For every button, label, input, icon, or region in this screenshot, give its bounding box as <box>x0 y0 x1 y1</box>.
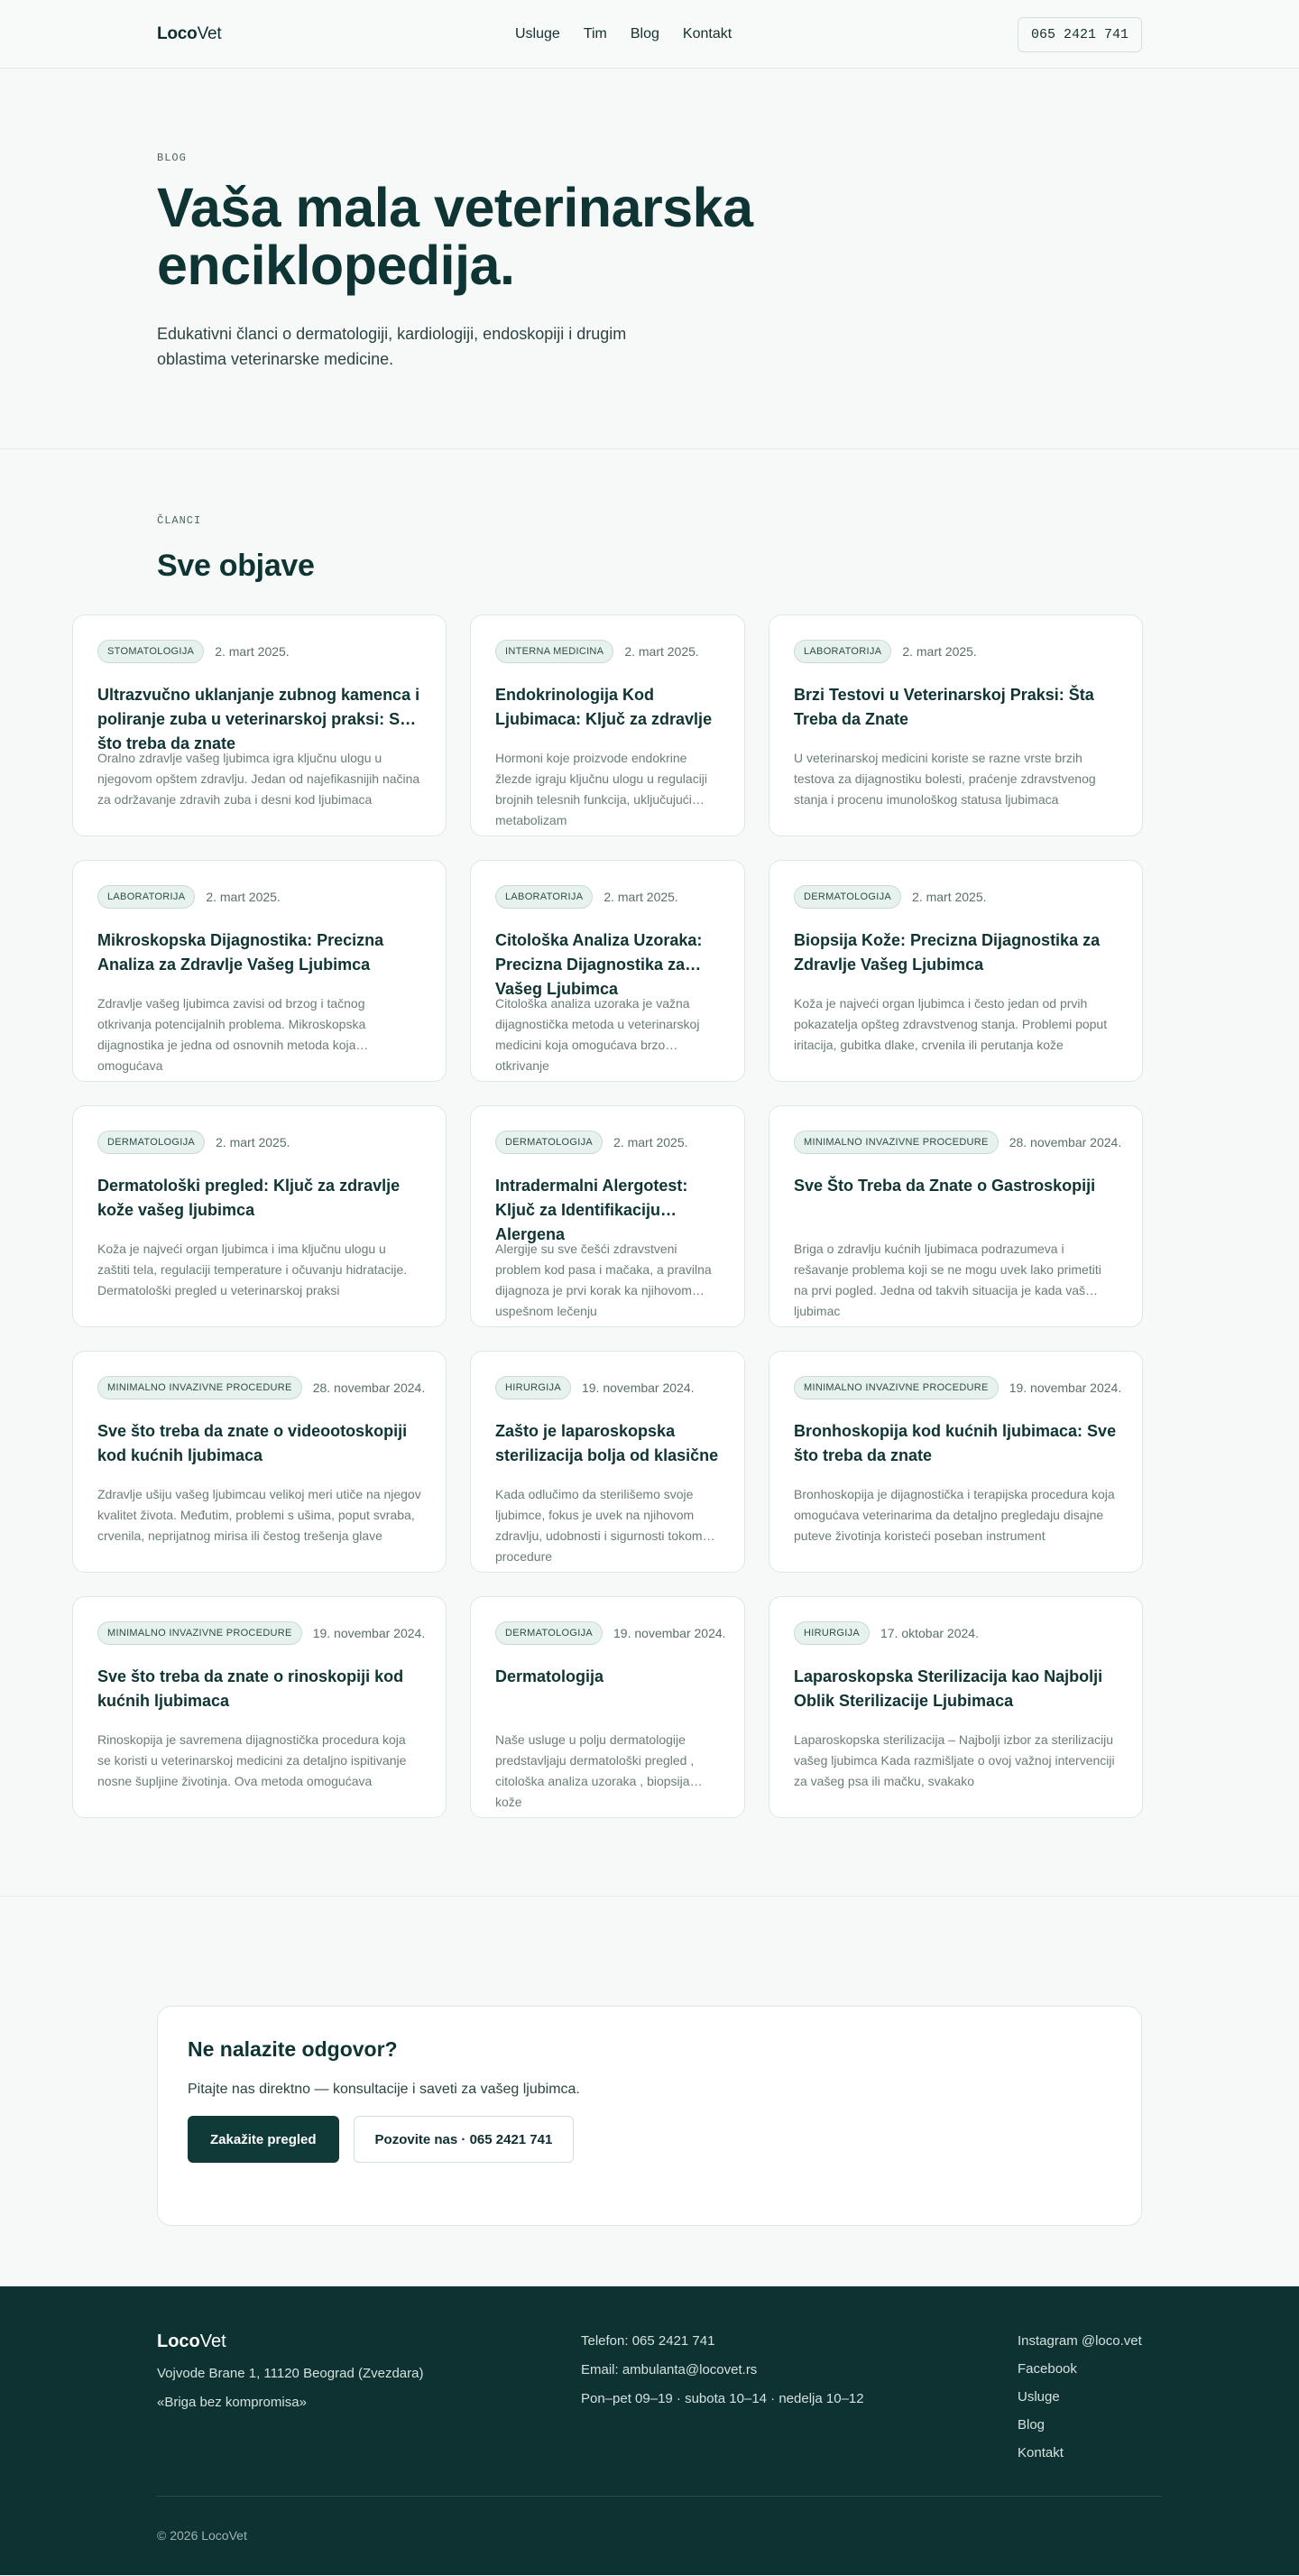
article-meta <box>97 1621 426 1645</box>
page-title: Vaša mala veterinarska enciklopedija. <box>157 177 753 296</box>
article-meta <box>794 640 1118 663</box>
footer-logo-regular: Vet <box>199 2331 226 2351</box>
article-title[interactable]: Intradermalni Alergotest: Ključ za Identifikaciju Alergena <box>495 1177 688 1243</box>
article-title[interactable]: Ultrazvučno uklanjanje zubnog kamenca i poliranje zuba u veterinarskoj praksi: Sve što treba da znate <box>97 686 420 752</box>
nav-link-blog[interactable]: Blog <box>630 26 659 42</box>
article-title[interactable]: Endokrinologija Kod Ljubimaca: Ključ za zdravlje <box>495 686 713 728</box>
article-date: 2. mart 2025. <box>624 644 699 659</box>
article-title[interactable]: Sve Što Treba da Znate o Gastroskopiji <box>794 1177 1096 1195</box>
article-excerpt: Briga o zdravlju kućnih ljubimaca podrazumeva i rešavanje problema koji se ne mogu uvek lako primetiti na prvi pogled. Jedna od takvih situacija je kada vaš ljubimac <box>794 1242 1101 1318</box>
article-title[interactable]: Dermatološki pregled: Ključ za zdravlje kože vašeg ljubimca <box>97 1177 401 1219</box>
footer-hours: Pon–pet 09–19 · subota 10–14 · nedelja 10–12 <box>581 2391 864 2406</box>
article-excerpt: Koža je najveći organ ljubimca i ima ključnu ulogu u zaštiti tela, regulaciji temperature i očuvanju hidratacije. Dermatološki pregled u veterinarskoj praksi <box>97 1242 408 1297</box>
article-title[interactable]: Dermatologija <box>495 1667 604 1685</box>
book-appointment-button[interactable]: Zakažite pregled <box>188 2116 339 2163</box>
footer-brand <box>157 2331 423 2417</box>
cta-title: Ne nalazite odgovor? <box>188 2037 398 2061</box>
article-title[interactable]: Biopsija Kože: Precizna Dijagnostika za Zdravlje Vašeg Ljubimca <box>794 931 1101 974</box>
footer-link-kontakt[interactable]: Kontakt <box>1018 2445 1064 2461</box>
nav-links <box>515 0 732 69</box>
articles-section <box>0 449 1299 1897</box>
article-meta <box>495 640 720 663</box>
articles-title: Sve objave <box>157 549 315 583</box>
article-meta <box>794 1131 1122 1154</box>
article-excerpt: Citološka analiza uzoraka je važna dijagnostička metoda u veterinarskoj medicini koja omogućava brzo otkrivanje <box>495 996 700 1073</box>
article-title[interactable]: Sve što treba da znate o rinoskopiji kod kućnih ljubimaca <box>97 1667 404 1710</box>
logo-bold: Loco <box>157 24 198 43</box>
article-card[interactable] <box>769 1351 1143 1573</box>
footer-logo[interactable] <box>157 2331 423 2352</box>
article-date: 2. mart 2025. <box>215 644 290 659</box>
article-card[interactable] <box>470 860 745 1082</box>
nav-link-usluge[interactable]: Usluge <box>515 26 560 42</box>
article-excerpt: Hormoni koje proizvode endokrine žlezde igraju ključnu ulogu u regulaciji brojnih telesnih funkcija, uključujući metabolizam <box>495 751 708 827</box>
article-meta <box>97 1376 426 1399</box>
hero-section <box>0 69 1299 449</box>
article-title[interactable]: Laparoskopska Sterilizacija kao Najbolji Oblik Sterilizacije Ljubimaca <box>794 1667 1103 1710</box>
article-title[interactable]: Sve što treba da znate o videootoskopiji kod kućnih ljubimaca <box>97 1422 408 1464</box>
article-card[interactable] <box>72 860 447 1082</box>
article-meta <box>495 1131 720 1154</box>
article-date: 2. mart 2025. <box>902 644 977 659</box>
category-tag[interactable]: DERMATOLOGIJA <box>495 1131 603 1154</box>
footer-copyright: © 2026 LocoVet <box>157 2528 247 2543</box>
footer-motto: «Briga bez kompromisa» <box>157 2395 307 2410</box>
article-meta <box>495 885 720 909</box>
category-tag[interactable]: MINIMALNO INVAZIVNE PROCEDURE <box>794 1131 999 1154</box>
article-meta <box>794 885 1118 909</box>
article-title[interactable]: Mikroskopska Dijagnostika: Precizna Analiza za Zdravlje Vašeg Ljubimca <box>97 931 384 974</box>
article-excerpt: Alergije su sve češći zdravstveni problem kod pasa i mačaka, a pravilna dijagnoza je prvi korak ka njihovom uspešnom lečenju <box>495 1242 712 1318</box>
article-meta <box>794 1621 1118 1645</box>
category-tag[interactable]: STOMATOLOGIJA <box>97 640 204 663</box>
footer-logo-bold: Loco <box>157 2331 200 2351</box>
article-date: 19. novembar 2024. <box>613 1626 726 1640</box>
article-date: 2. mart 2025. <box>603 890 678 904</box>
hero-eyebrow: BLOG <box>157 152 187 164</box>
footer-link-usluge[interactable]: Usluge <box>1018 2389 1060 2405</box>
articles-eyebrow: ČLANCI <box>157 514 202 527</box>
category-tag[interactable]: INTERNA MEDICINA <box>495 640 613 663</box>
category-tag[interactable]: MINIMALNO INVAZIVNE PROCEDURE <box>97 1376 302 1399</box>
article-card[interactable] <box>470 1105 745 1327</box>
category-tag[interactable]: DERMATOLOGIJA <box>794 885 901 909</box>
article-title[interactable]: Bronhoskopija kod kućnih ljubimaca: Sve što treba da znate <box>794 1422 1117 1464</box>
article-card[interactable] <box>72 1105 447 1327</box>
article-card[interactable] <box>72 1596 447 1818</box>
article-excerpt: Laparoskopska sterilizacija – Najbolji izbor za sterilizaciju vašeg ljubimca Kada razmišljate o ovoj važnoj intervenciji za vašeg psa ili mačku, svakako <box>794 1732 1115 1788</box>
article-card[interactable] <box>769 1596 1143 1818</box>
footer-email[interactable]: Email: ambulanta@locovet.rs <box>581 2362 758 2377</box>
article-date: 2. mart 2025. <box>206 890 281 904</box>
article-title[interactable]: Brzi Testovi u Veterinarskoj Praksi: Šta Treba da Znate <box>794 686 1094 728</box>
category-tag[interactable]: LABORATORIJA <box>794 640 891 663</box>
article-card[interactable] <box>72 614 447 836</box>
footer-links <box>1018 2327 1142 2467</box>
article-card[interactable] <box>470 1596 745 1818</box>
article-meta <box>495 1621 726 1645</box>
category-tag[interactable]: HIRURGIJA <box>495 1376 571 1399</box>
logo-regular: Vet <box>197 24 222 43</box>
article-excerpt: Naše usluge u polju dermatologije predstavljaju dermatološki pregled , citološka analiza uzoraka , biopsija kože <box>495 1732 695 1809</box>
article-excerpt: Koža je najveći organ ljubimca i često jedan od prvih pokazatelja opšteg zdravstvenog stanja. Problemi poput iritacija, gubitka dlake, crvenila ili perutanja kože <box>794 996 1108 1052</box>
top-nav <box>0 0 1299 69</box>
category-tag[interactable]: LABORATORIJA <box>97 885 195 909</box>
article-excerpt: Oralno zdravlje vašeg ljubimca igra ključnu ulogu u njegovom opštem zdravlju. Jedan od najefikasnijih načina za održavanje zdravih zuba i desni kod ljubimaca <box>97 751 420 807</box>
article-date: 28. novembar 2024. <box>1009 1135 1122 1150</box>
footer-divider <box>157 2496 1162 2497</box>
category-tag[interactable]: LABORATORIJA <box>495 885 593 909</box>
article-date: 2. mart 2025. <box>613 1135 688 1150</box>
logo[interactable] <box>157 24 221 44</box>
footer-address: Vojvode Brane 1, 11120 Beograd (Zvezdara) <box>157 2366 424 2381</box>
footer-link-instagram[interactable]: Instagram @loco.vet <box>1018 2333 1142 2349</box>
footer-contact <box>581 2327 864 2414</box>
category-tag[interactable]: MINIMALNO INVAZIVNE PROCEDURE <box>794 1376 999 1399</box>
footer-phone[interactable]: Telefon: 065 2421 741 <box>581 2333 715 2349</box>
article-card[interactable] <box>470 614 745 836</box>
hero-description: Edukativni članci o dermatologiji, kardiologiji, endoskopiji i drugim oblastima veterinarske medicine. <box>157 325 627 368</box>
category-tag[interactable]: HIRURGIJA <box>794 1621 870 1645</box>
article-card[interactable] <box>72 1351 447 1573</box>
article-card[interactable] <box>769 860 1143 1082</box>
category-tag[interactable]: DERMATOLOGIJA <box>97 1131 205 1154</box>
footer-link-facebook[interactable]: Facebook <box>1018 2361 1077 2377</box>
footer <box>0 2286 1299 2575</box>
article-title[interactable]: Zašto je laparoskopska sterilizacija bolja od klasične <box>495 1422 719 1464</box>
article-meta <box>97 1131 421 1154</box>
article-grid <box>72 614 1142 1818</box>
article-excerpt: Bronhoskopija je dijagnostička i terapijska procedura koja omogućava veterinarima da detaljno pregledaju disajne puteve životinja koristeći poseban instrument <box>794 1487 1115 1543</box>
nav-link-kontakt[interactable]: Kontakt <box>682 26 732 42</box>
article-meta <box>794 1376 1122 1399</box>
article-excerpt: Rinoskopija je savremena dijagnostička procedura koja se koristi u veterinarskoj medicini za detaljno ispitivanje nosne šupljine životinja. Ova metoda omogućava <box>97 1732 407 1788</box>
article-card[interactable] <box>769 1105 1143 1327</box>
article-card[interactable] <box>470 1351 745 1573</box>
article-title[interactable]: Citološka Analiza Uzoraka: Precizna Dijagnostika za Vašeg Ljubimca <box>495 931 703 998</box>
category-tag[interactable]: MINIMALNO INVAZIVNE PROCEDURE <box>97 1621 302 1645</box>
nav-link-tim[interactable]: Tim <box>583 26 607 42</box>
cta-box <box>157 2006 1142 2226</box>
phone-button[interactable]: 065 2421 741 <box>1018 17 1142 52</box>
article-date: 19. novembar 2024. <box>581 1380 695 1395</box>
article-excerpt: U veterinarskoj medicini koriste se razne vrste brzih testova za dijagnostiku bolesti, praćenje zdravstvenog stanja i procenu imunološkog statusa ljubimaca <box>794 751 1096 807</box>
article-date: 17. oktobar 2024. <box>880 1626 979 1640</box>
article-excerpt: Kada odlučimo da sterilišemo svoje ljubimce, fokus je uvek na njihovom zdravlju, udobnosti i sigurnosti tokom procedure <box>495 1487 703 1564</box>
article-date: 19. novembar 2024. <box>312 1626 426 1640</box>
article-date: 19. novembar 2024. <box>1009 1380 1122 1395</box>
category-tag[interactable]: DERMATOLOGIJA <box>495 1621 603 1645</box>
cta-actions <box>188 2116 1111 2163</box>
article-card[interactable] <box>769 614 1143 836</box>
cta-section <box>0 1897 1299 2286</box>
article-excerpt: Zdravlje ušiju vašeg ljubimcau velikoj meri utiče na njegov kvalitet života. Međutim, problemi s ušima, poput svraba, crvenila, neprijatnog mirisa ili čestog trešenja glave <box>97 1487 421 1543</box>
article-meta <box>97 885 421 909</box>
call-us-button[interactable]: Pozovite nas · 065 2421 741 <box>354 2116 575 2163</box>
article-meta <box>495 1376 720 1399</box>
cta-text: Pitajte nas direktno — konsultacije i saveti za vašeg ljubimca. <box>188 2082 580 2097</box>
article-excerpt: Zdravlje vašeg ljubimca zavisi od brzog i tačnog otkrivanja potencijalnih problema. Mikroskopska dijagnostika je jedna od osnovnih metoda koja omogućava <box>97 996 366 1073</box>
article-date: 2. mart 2025. <box>912 890 987 904</box>
footer-link-blog[interactable]: Blog <box>1018 2417 1046 2433</box>
article-meta <box>97 640 421 663</box>
article-date: 28. novembar 2024. <box>312 1380 426 1395</box>
article-date: 2. mart 2025. <box>216 1135 290 1150</box>
